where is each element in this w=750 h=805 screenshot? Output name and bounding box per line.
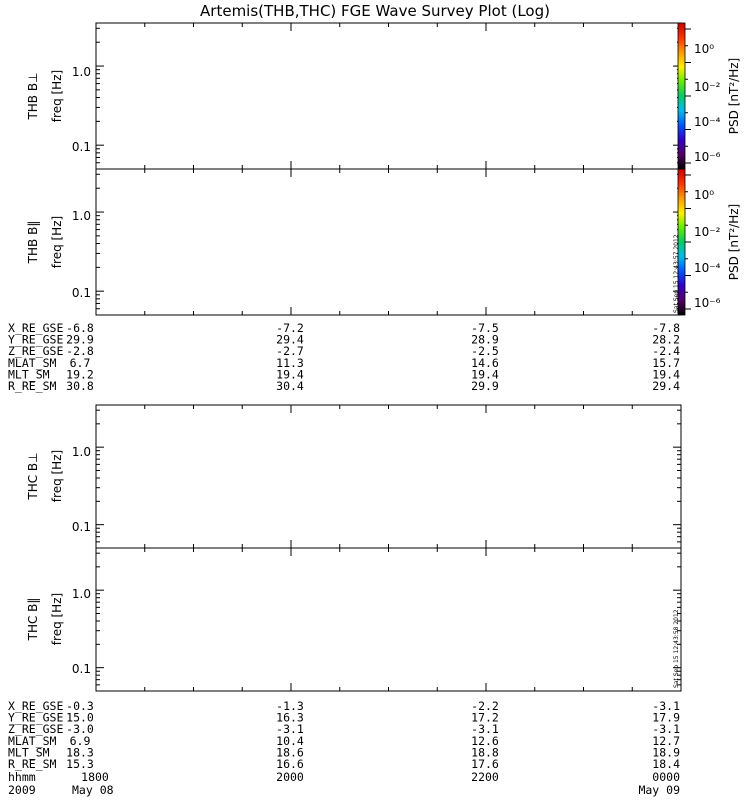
ephemeris-value: 19.4 xyxy=(652,367,680,382)
ylabel-thb-perp: freq [Hz] xyxy=(50,69,64,123)
ephemeris-value: 18.6 xyxy=(276,745,304,760)
ephemeris-value: 30.4 xyxy=(276,379,304,393)
ephemeris-value: 15.3 xyxy=(66,757,94,771)
panel-label-thc-par: THC B‖ xyxy=(26,597,40,641)
colorbar-thb-perp xyxy=(678,23,685,169)
ephemeris-value: 12.6 xyxy=(471,733,499,748)
ephemeris-value: -3.1 xyxy=(471,722,499,737)
ylabel-thc-perp: freq [Hz] xyxy=(50,449,64,503)
panel-frame-thb-par xyxy=(96,169,681,315)
ephemeris-value: 16.6 xyxy=(276,757,304,771)
ytick-label: 0.1 xyxy=(71,520,91,534)
ephemeris-value: 6.9 xyxy=(69,733,91,748)
ephemeris-value: 17.9 xyxy=(652,710,680,725)
panel-label-thb-perp: THB B⊥ xyxy=(26,72,40,120)
ephemeris-value: -7.8 xyxy=(652,321,680,335)
ytick-label: 1.0 xyxy=(71,587,91,601)
ephemeris-row-label: X_RE_GSE xyxy=(8,699,64,713)
colorbar-tick-label: 10⁻⁶ xyxy=(694,296,721,310)
ytick-label: 0.1 xyxy=(71,140,91,154)
colorbar-ticks xyxy=(685,29,691,309)
chart-title: Artemis(THB,THC) FGE Wave Survey Plot (Log) xyxy=(200,2,550,20)
ephemeris-value: -2.5 xyxy=(471,344,499,359)
time-axis-start-date: May 08 xyxy=(72,783,114,797)
ytick-label: 1.0 xyxy=(71,209,91,223)
xtick-label: 1800 xyxy=(81,770,109,784)
ephemeris-table-thc xyxy=(8,699,680,771)
panel-frame-thc-par xyxy=(96,548,681,691)
xtick-label: 2200 xyxy=(471,770,499,784)
ephemeris-value: 19.4 xyxy=(471,367,499,382)
ephemeris-row-label: Z_RE_GSE xyxy=(8,722,64,737)
ephemeris-value: -2.4 xyxy=(652,344,680,359)
ephemeris-value: -6.8 xyxy=(66,321,94,335)
panel-label-thc-perp: THC B⊥ xyxy=(26,452,40,500)
ephemeris-value: 19.2 xyxy=(66,367,94,382)
colorbar-label-thb-par: PSD [nT²/Hz] xyxy=(727,203,741,281)
time-axis-end-date: May 09 xyxy=(638,783,680,797)
ephemeris-value: -3.1 xyxy=(652,722,680,737)
ephemeris-row-label: R_RE_SM xyxy=(8,757,57,771)
ylabel-thc-par: freq [Hz] xyxy=(50,592,64,646)
ephemeris-value: 12.7 xyxy=(652,733,680,748)
ephemeris-value: -0.3 xyxy=(66,699,94,713)
ephemeris-row-label: Z_RE_GSE xyxy=(8,344,64,359)
ephemeris-table-thb xyxy=(8,321,680,393)
ephemeris-row-label: MLT_SM xyxy=(8,367,50,382)
colorbar-tick-label: 10⁻⁴ xyxy=(694,115,721,129)
ephemeris-value: 29.9 xyxy=(471,379,499,393)
ephemeris-value: 15.0 xyxy=(66,710,94,725)
ephemeris-value: -7.5 xyxy=(471,321,499,335)
ephemeris-row-label: X_RE_GSE xyxy=(8,321,64,335)
panel-frame-thb-perp xyxy=(96,23,681,169)
ephemeris-value: -1.3 xyxy=(276,699,304,713)
xtick-label: 2000 xyxy=(276,770,304,784)
ephemeris-row-label: MLAT_SM xyxy=(8,733,57,748)
generation-timestamp-thc: Sat Sep 15 12:43:58 2012 xyxy=(673,609,680,688)
ephemeris-value: 14.6 xyxy=(471,355,499,370)
ephemeris-value: -3.0 xyxy=(66,722,94,737)
ylabel-thb-par: freq [Hz] xyxy=(50,215,64,269)
ephemeris-value: 19.4 xyxy=(276,367,304,382)
ephemeris-value: 18.4 xyxy=(652,757,680,771)
ephemeris-value: 29.4 xyxy=(652,379,680,393)
ephemeris-value: 6.7 xyxy=(69,355,91,370)
ephemeris-value: 29.4 xyxy=(276,332,304,347)
colorbar-tick-label: 10⁰ xyxy=(694,188,715,202)
ephemeris-value: 11.3 xyxy=(276,355,304,370)
xtick-label: 0000 xyxy=(652,770,680,784)
ephemeris-value: 17.2 xyxy=(471,710,499,725)
ephemeris-value: 18.8 xyxy=(471,745,499,760)
ephemeris-value: 16.3 xyxy=(276,710,304,725)
ephemeris-value: -2.8 xyxy=(66,344,94,359)
ytick-label: 1.0 xyxy=(71,445,91,459)
ephemeris-value: 28.9 xyxy=(471,332,499,347)
ephemeris-value: 30.8 xyxy=(66,379,94,393)
ephemeris-value: -3.1 xyxy=(276,722,304,737)
time-axis-label: hhmm xyxy=(8,770,36,784)
ephemeris-value: -3.1 xyxy=(652,699,680,713)
ephemeris-row-label: R_RE_SM xyxy=(8,379,57,393)
ephemeris-value: -2.2 xyxy=(471,699,499,713)
colorbar-label-thb-perp: PSD [nT²/Hz] xyxy=(727,57,741,135)
ephemeris-value: 17.6 xyxy=(471,757,499,771)
ephemeris-value: 29.9 xyxy=(66,332,94,347)
ephemeris-value: 10.4 xyxy=(276,733,304,748)
ytick-label: 0.1 xyxy=(71,286,91,300)
ephemeris-value: 15.7 xyxy=(652,355,680,370)
ephemeris-row-label: MLAT_SM xyxy=(8,355,57,370)
ytick-label: 1.0 xyxy=(71,65,91,79)
ephemeris-value: 28.2 xyxy=(652,332,680,347)
colorbar-tick-label: 10⁻² xyxy=(694,80,721,94)
generation-timestamp-thb: Sat Sep 15 12:43:57 2012 xyxy=(673,234,680,313)
colorbar-tick-label: 10⁻⁴ xyxy=(694,261,721,275)
ytick-label: 0.1 xyxy=(71,662,91,676)
ephemeris-value: -7.2 xyxy=(276,321,304,335)
panel-frame-thc-perp xyxy=(96,405,681,548)
ephemeris-row-label: MLT_SM xyxy=(8,745,50,760)
colorbar-tick-label: 10⁰ xyxy=(694,42,715,56)
ephemeris-row-label: Y_RE_GSE xyxy=(8,332,64,347)
ephemeris-value: -2.7 xyxy=(276,344,304,359)
ephemeris-value: 18.3 xyxy=(66,745,94,760)
colorbar-tick-label: 10⁻² xyxy=(694,225,721,239)
ephemeris-row-label: Y_RE_GSE xyxy=(8,710,64,725)
time-axis-year: 2009 xyxy=(8,783,36,797)
colorbar-tick-label: 10⁻⁶ xyxy=(694,150,721,164)
panel-label-thb-par: THB B‖ xyxy=(26,220,40,264)
axis-ticks xyxy=(96,23,681,691)
ephemeris-value: 18.9 xyxy=(652,745,680,760)
